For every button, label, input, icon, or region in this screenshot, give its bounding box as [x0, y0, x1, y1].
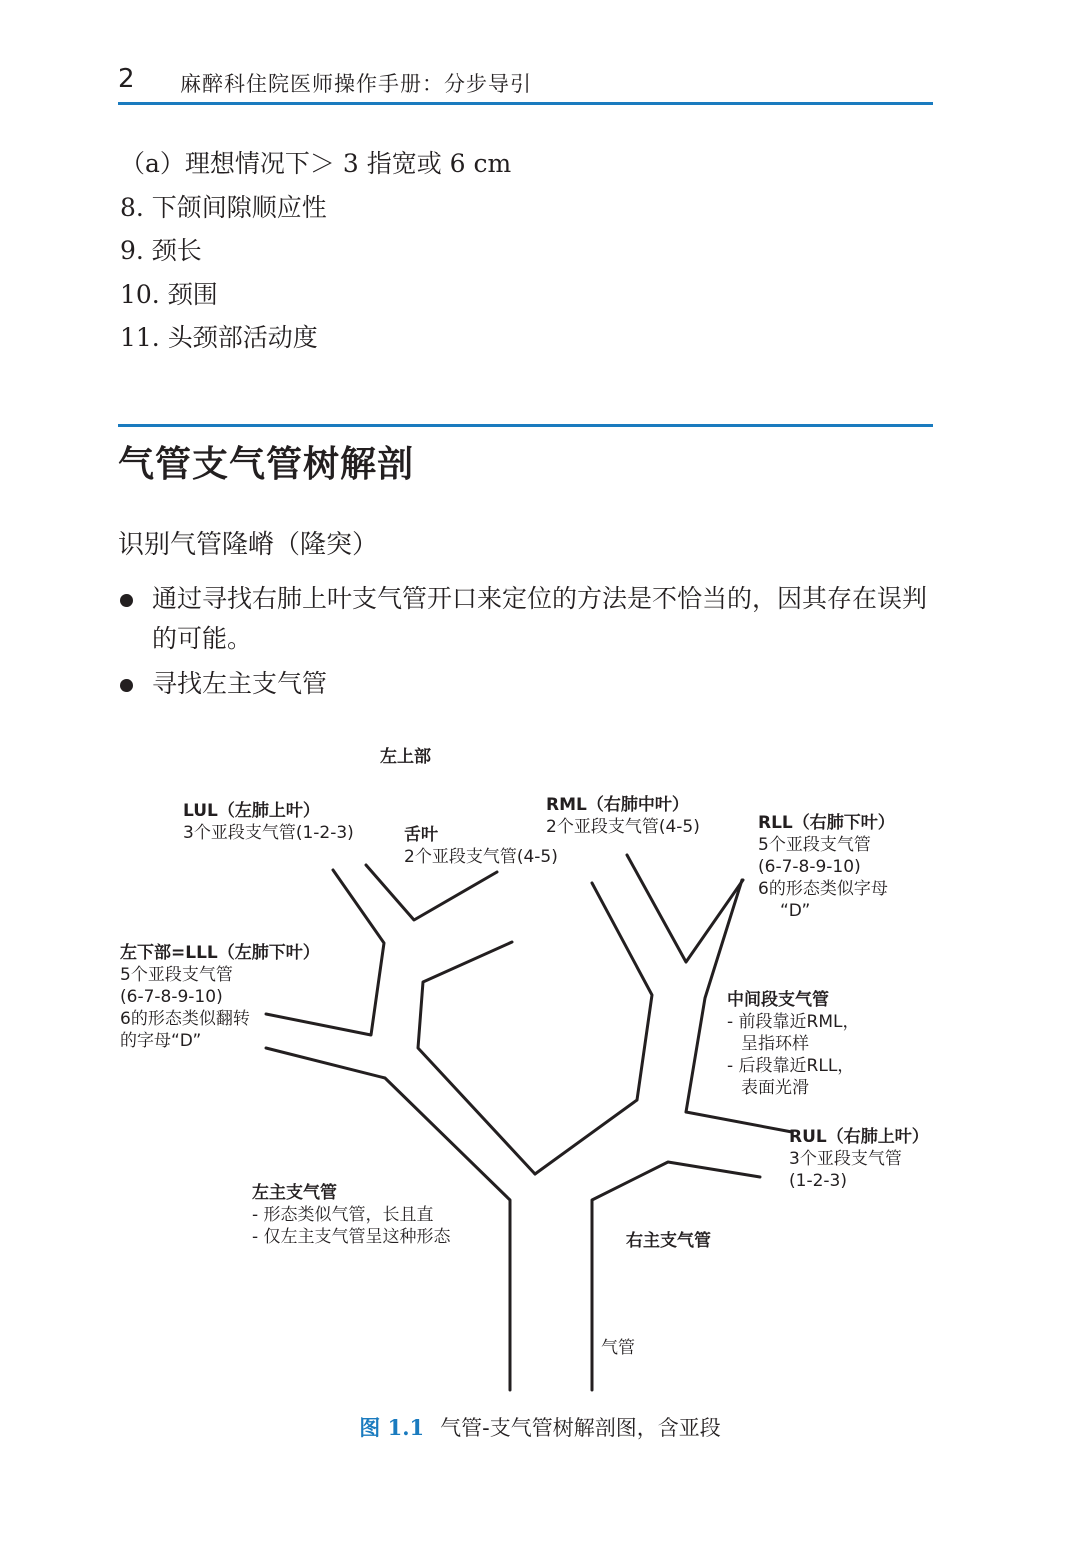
subsection-title: 识别气管隆嵴（隆突）: [118, 530, 379, 560]
lul-label: LUL（左肺上叶） 3个亚段支气管(1-2-3): [183, 801, 354, 843]
bullet-icon: [120, 594, 133, 607]
bronchus-intermedius-label: 中间段支气管 - 前段靠近RML， 呈指环样 - 后段靠近RLL， 表面光滑: [727, 990, 860, 1098]
bullet-text: 寻找左主支气管: [152, 669, 328, 698]
trachea-label: 气管: [601, 1338, 635, 1358]
list-item: 10. 颈围: [120, 280, 218, 309]
section-title: 气管支气管树解剖: [118, 443, 415, 485]
lll-label: 左下部=LLL（左肺下叶） 5个亚段支气管 (6-7-8-9-10) 6的形态类似翻转 的字母“D”: [120, 943, 320, 1051]
lingula-label: 舌叶 2个亚段支气管(4-5): [404, 825, 558, 867]
list-item: 9. 颈长: [120, 236, 202, 265]
rll-label: RLL（右肺下叶） 5个亚段支气管 (6-7-8-9-10) 6的形态类似字母 “D”: [758, 813, 895, 921]
tracheobronchial-tree-figure: [0, 730, 1080, 1420]
lul-lingula-fork: [366, 865, 497, 920]
running-header: [118, 62, 933, 105]
book-title: 麻醉科住院医师操作手册：分步导引: [180, 72, 532, 96]
left-main-bronchus-label: 左主支气管 - 形态类似气管，长且直 - 仅左主支气管呈这种形态: [252, 1183, 451, 1247]
list-item: （a）理想情况下＞ 3 指宽或 6 cm: [120, 149, 512, 178]
page-number: 2: [118, 64, 135, 94]
carina-inner-wall: [535, 883, 652, 1174]
list-item: 11. 头颈部活动度: [120, 323, 318, 352]
rul-label: RUL（右肺上叶） 3个亚段支气管 (1-2-3): [789, 1127, 929, 1191]
right-main-bronchus-label: 右主支气管: [626, 1231, 711, 1251]
figure-caption-text: 气管-支气管树解剖图，含亚段: [440, 1416, 721, 1440]
bullet-text: 通过寻找右肺上叶支气管开口来定位的方法是不恰当的，因其存在误判的可能。: [152, 584, 928, 653]
figure-caption: [0, 1412, 1080, 1442]
section-rule: [118, 424, 933, 427]
left-upper-label: 左上部: [380, 747, 431, 767]
left-upper-inner-wall: [418, 942, 535, 1174]
figure-number: 图 1.1: [359, 1415, 425, 1440]
rml-label: RML（右肺中叶） 2个亚段支气管(4-5): [546, 795, 700, 837]
rul-lower-wall: [686, 1112, 792, 1132]
rml-rll-fork: [627, 855, 743, 962]
list-item: 8. 下颌间隙顺应性: [120, 193, 327, 222]
bullet-icon: [120, 679, 133, 692]
